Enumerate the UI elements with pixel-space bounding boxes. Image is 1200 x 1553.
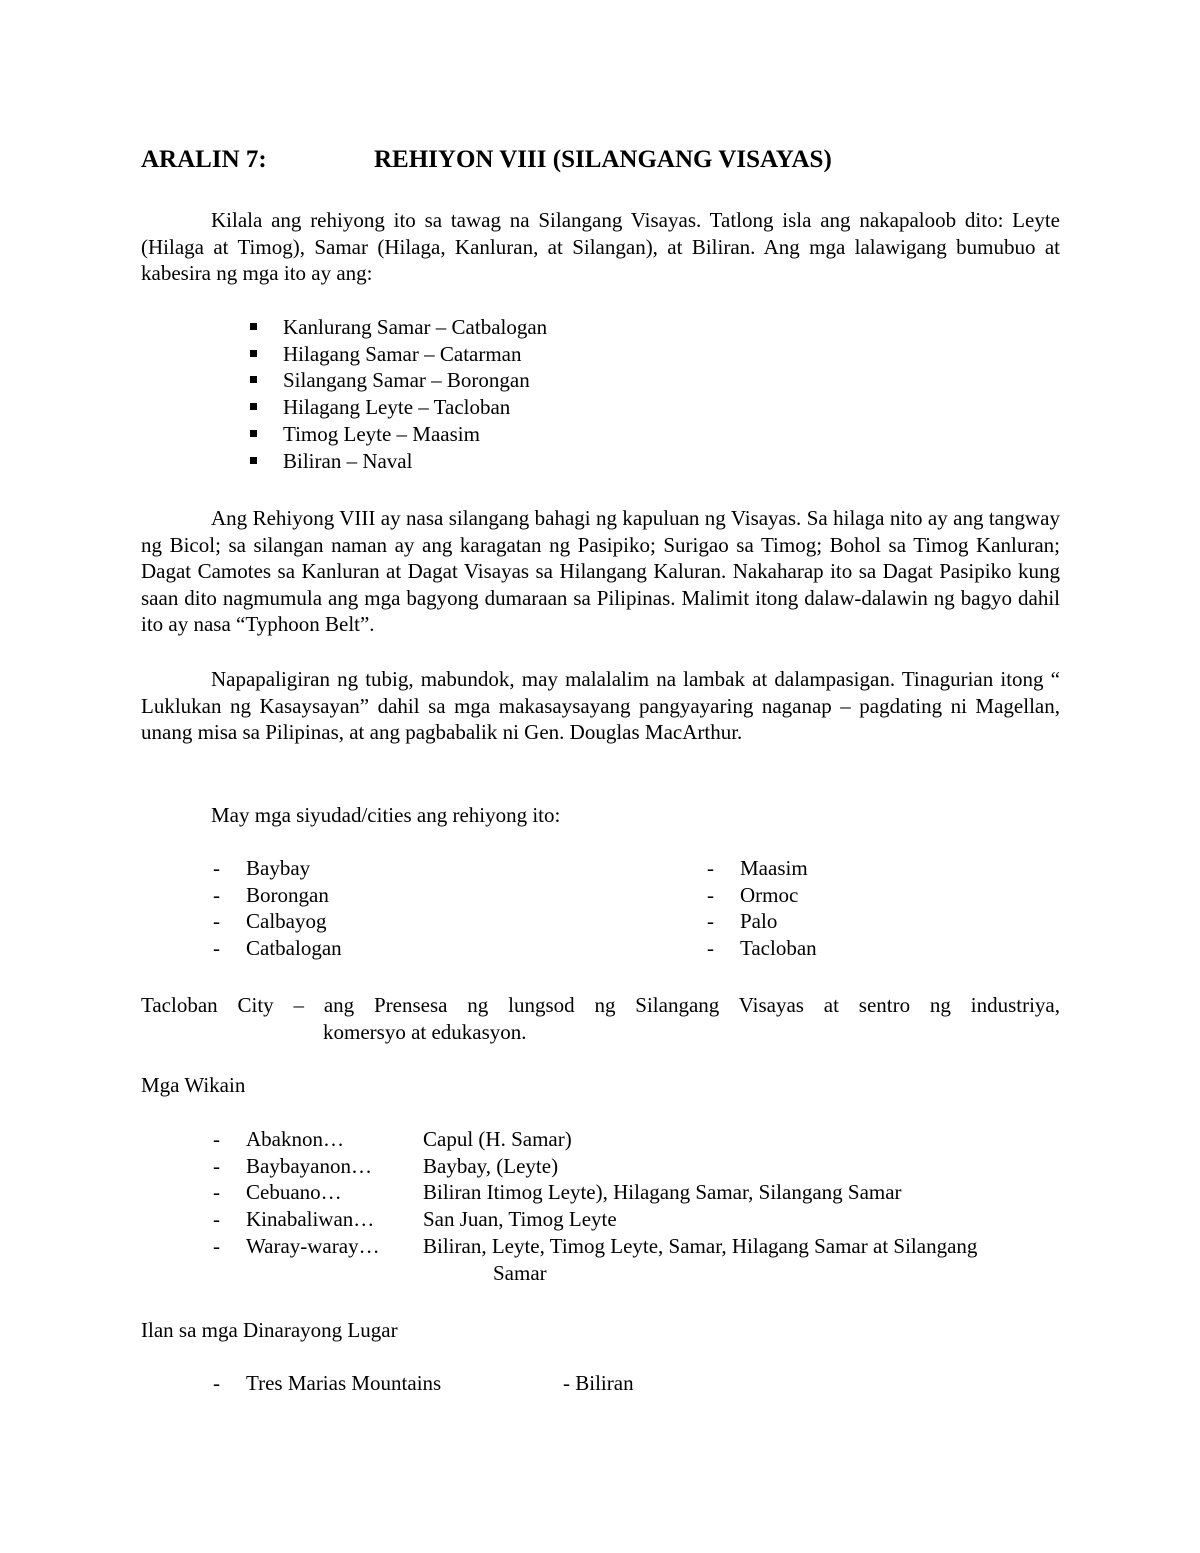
list-item: Silangang Samar – Borongan xyxy=(246,367,547,394)
list-item: - Tacloban xyxy=(707,936,817,961)
list-item: - Borongan xyxy=(213,882,329,907)
language-name: Baybayanon… xyxy=(246,1153,372,1178)
list-item: - Baybay xyxy=(213,856,311,880)
places-heading: Ilan sa mga Dinarayong Lugar xyxy=(141,1318,398,1342)
geography-paragraph xyxy=(141,666,1060,746)
list-item: Hilagang Leyte – Tacloban xyxy=(246,394,547,421)
list-item: Timog Leyte – Maasim xyxy=(246,421,547,448)
language-name: Kinabaliwan… xyxy=(246,1207,375,1232)
list-item: - xyxy=(213,1371,220,1395)
languages-heading: Mga Wikain xyxy=(141,1073,246,1097)
list-item: - Ormoc xyxy=(707,882,799,907)
language-place-continued: Samar xyxy=(493,1260,547,1285)
list-item: - Maasim xyxy=(707,856,808,880)
place-location: - Biliran xyxy=(563,1371,634,1395)
languages-list xyxy=(213,1126,1063,1286)
location-paragraph xyxy=(141,505,1060,638)
language-place: Capul (H. Samar) xyxy=(423,1127,572,1151)
list-item: - Kinabaliwan… San Juan, Timog Leyte xyxy=(213,1207,617,1232)
list-item: - Palo xyxy=(707,909,778,934)
list-item: - Waray-waray… Biliran, Leyte, Timog Leyte, Samar, Hilagang Samar at Silangang Samar xyxy=(213,1233,1063,1286)
list-item: - Abaknon… Capul (H. Samar) xyxy=(213,1127,572,1151)
list-item: - Cebuano… Biliran Itimog Leyte), Hilagang Samar, Silangang Samar xyxy=(213,1180,902,1205)
tacloban-line-2: komersyo at edukasyon. xyxy=(323,1020,527,1044)
intro-text: Kilala ang rehiyong ito sa tawag na Silangang Visayas. Tatlong isla ang nakapaloob dito: Leyte (Hilaga at Timog), Samar (Hilaga, Kanluran, at Silangan), at Biliran. Ang mga lalawigang bumubuo at kabesira ng mga ito ay ang: xyxy=(141,208,1060,285)
bullet-icon xyxy=(250,430,257,437)
language-place: Baybay, (Leyte) xyxy=(423,1153,559,1178)
list-item: - Calbayog xyxy=(213,909,327,934)
province-list xyxy=(246,314,547,474)
place-name: Tres Marias Mountains xyxy=(246,1371,442,1395)
geography-text: Napapaligiran ng tubig, mabundok, may malalalim na lambak at dalampasigan. Tinagurian itong “ Luklukan ng Kasaysayan” dahil sa mga makasaysayang pangyayaring naganap – pagdating ni Magellan, unang misa sa Pilipinas, at ang pagbabalik ni Gen. Douglas MacArthur. xyxy=(141,667,1060,744)
cities-intro: May mga siyudad/cities ang rehiyong ito: xyxy=(211,803,561,827)
cities-list-right xyxy=(707,855,817,962)
list-item: - Catbalogan xyxy=(213,936,342,961)
cities-list-left xyxy=(213,855,342,962)
list-item: Biliran – Naval xyxy=(246,448,547,475)
bullet-icon xyxy=(250,350,257,357)
intro-paragraph xyxy=(141,207,1060,287)
language-name: Waray-waray… xyxy=(246,1233,380,1258)
list-item: - Baybayanon… Baybay, (Leyte) xyxy=(213,1153,559,1178)
list-item: Hilagang Samar – Catarman xyxy=(246,341,547,368)
bullet-icon xyxy=(250,403,257,410)
bullet-icon xyxy=(250,323,257,330)
language-place: Biliran, Leyte, Timog Leyte, Samar, Hilagang Samar at Silangang xyxy=(423,1233,978,1258)
lesson-number: ARALIN 7: xyxy=(141,146,267,173)
tacloban-line-1: Tacloban City – ang Prensesa ng lungsod ng Silangang Visayas at sentro ng industriya, xyxy=(141,993,1060,1017)
language-place: Biliran Itimog Leyte), Hilagang Samar, Silangang Samar xyxy=(423,1180,902,1205)
location-text: Ang Rehiyong VIII ay nasa silangang bahagi ng kapuluan ng Visayas. Sa hilaga nito ay ang tangway ng Bicol; sa silangan naman ay ang karagatan ng Pasipiko; Surigao sa Timog; Bohol sa Timog Kanluran; Dagat Camotes sa Kanluran at Dagat Visayas sa Hilangang Kaluran. Nakaharap ito sa Dagat Pasipiko kung saan dito nagmumula ang mga bagyong dumaraan sa Pilipinas. Malimit itong dalaw-dalawin ng bagyo dahil ito ay nasa “Typhoon Belt”. xyxy=(141,506,1060,636)
lesson-title: REHIYON VIII (SILANGANG VISAYAS) xyxy=(374,146,832,173)
bullet-icon xyxy=(250,376,257,383)
bullet-icon xyxy=(250,457,257,464)
language-name: Abaknon… xyxy=(246,1127,344,1151)
language-name: Cebuano… xyxy=(246,1180,342,1205)
list-item: Kanlurang Samar – Catbalogan xyxy=(246,314,547,341)
language-place: San Juan, Timog Leyte xyxy=(423,1207,617,1232)
